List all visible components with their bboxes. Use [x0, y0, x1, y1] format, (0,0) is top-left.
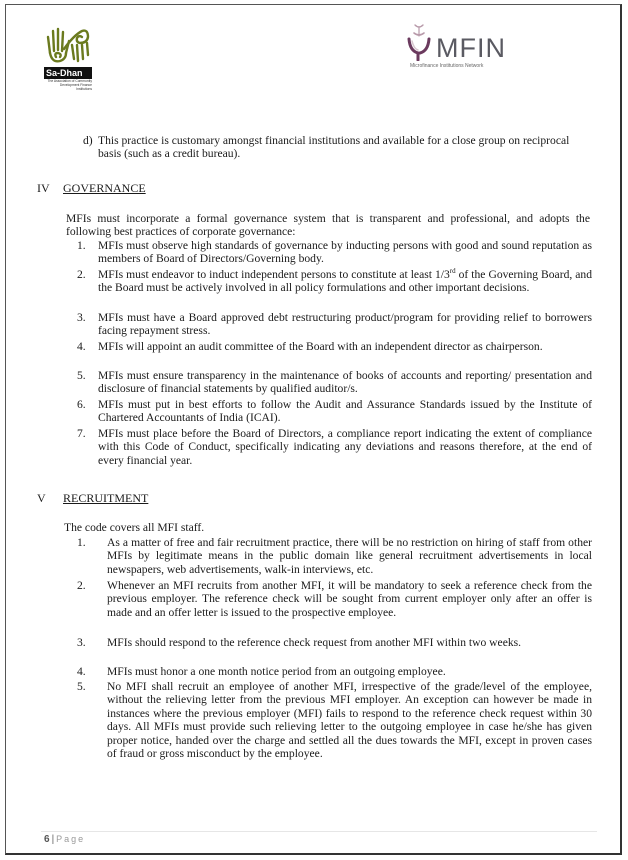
sadhan-hand-spiral-icon [44, 23, 90, 65]
footer-divider [41, 831, 597, 832]
list-item-d [83, 134, 593, 164]
list-number: 4. [77, 340, 86, 353]
list-marker: d) [83, 134, 93, 147]
list-number: 2. [77, 268, 86, 281]
list-number: 5. [77, 369, 86, 382]
sadhan-name: Sa-Dhan [44, 67, 92, 79]
list-number: 1. [77, 536, 86, 549]
list-number: 3. [77, 636, 86, 649]
list-item-text: MFIs must ensure transparency in the maintenance of books of accounts and reporting/ presentation and disclosure of financial statements by qualified auditor/s. [98, 369, 592, 396]
section-title: GOVERNANCE [63, 181, 146, 195]
list-number: 5. [77, 680, 86, 693]
list-item-text: MFIs must put in best efforts to follow the Audit and Assurance Standards issued by the Institute of Chartered Accountants of India (ICAI). [98, 398, 592, 425]
list-item-text: As a matter of free and fair recruitment practice, there will be no restriction on hiring of staff from other MFIs by legitimate means in the public domain like general recruitment advertisements in local newspapers, web advertisements, walk-in interviews, etc. [107, 536, 592, 576]
section-intro: The code covers all MFI staff. [64, 521, 205, 534]
section-number: IV [37, 181, 50, 195]
list-number: 3. [77, 311, 86, 324]
sadhan-logo [44, 23, 94, 91]
mfin-logo [406, 21, 536, 69]
sadhan-subtitle: The Association of Community Development Finance Institutions [47, 79, 92, 91]
page-number: 6 [44, 834, 50, 845]
list-item-text: MFIs must endeavor to induct independent persons to constitute at least 1/3rd of the Governing Board, and the Board must be actively involved in all policy formulations and other important decisions. [98, 267, 593, 295]
section-heading-recruitment [37, 491, 148, 506]
list-number: 2. [77, 579, 86, 592]
section-number: V [37, 491, 46, 505]
list-item-text: MFIs must have a Board approved debt restructuring product/program for providing relief to borrowers facing repayment stress. [98, 311, 592, 338]
list-item-text: MFIs must place before the Board of Directors, a compliance report indicating the extent of compliance with this Code of Conduct, specifically indicating any deviations and reasons therefore, at the end of every financial year. [98, 427, 592, 467]
page-footer [44, 834, 85, 845]
list-item-text: This practice is customary amongst financial institutions and available for a close group on reciprocal basis (such as a credit bureau). [98, 134, 570, 161]
list-number: 7. [77, 427, 86, 440]
list-item-text: MFIs must observe high standards of governance by inducting persons with good and sound reputation as members of Board of Directors/Governing body. [98, 239, 592, 266]
list-number: 6. [77, 398, 86, 411]
section-heading-governance [37, 181, 146, 196]
mfin-name: MFIN [436, 33, 506, 63]
list-item-text: MFIs should respond to the reference check request from another MFI within two weeks. [107, 636, 522, 649]
section-title: RECRUITMENT [63, 491, 149, 505]
list-number: 1. [77, 239, 86, 252]
section-intro: MFIs must incorporate a formal governance system that is transparent and professional, and adopts the following best practices of corporate governance: [66, 212, 590, 239]
footer-separator: | [51, 834, 55, 845]
list-item-text: MFIs will appoint an audit committee of the Board with an independent director as chairperson. [98, 340, 543, 353]
list-item-text: Whenever an MFI recruits from another MFI, it will be mandatory to seek a reference check from the previous employer. The reference check will be sought from current employer only after an offer is made and an offer letter is issued to the prospective employee. [107, 579, 592, 619]
list-item-text: MFIs must honor a one month notice period from an outgoing employee. [107, 665, 446, 678]
mfin-hands-icon [406, 21, 432, 61]
list-number: 4. [77, 665, 86, 678]
list-item-text: No MFI shall recruit an employee of another MFI, irrespective of the grade/level of the employee, without the relieving letter from the previous MFI employer. An exception can however be made in instances where the previous employer (MFI) fails to respond to the reference check request within 30 days. All MFIs must provide such relieving letter to the outgoing employee in case he/she has given proper notice, handed over the charge and settled all the dues towards the MFI, except in proven cases of fraud or gross misconduct by the employee. [107, 680, 592, 761]
mfin-subtitle: Microfinance Institutions Network [410, 63, 484, 69]
page-label: Page [56, 834, 86, 844]
document-page [5, 4, 622, 855]
